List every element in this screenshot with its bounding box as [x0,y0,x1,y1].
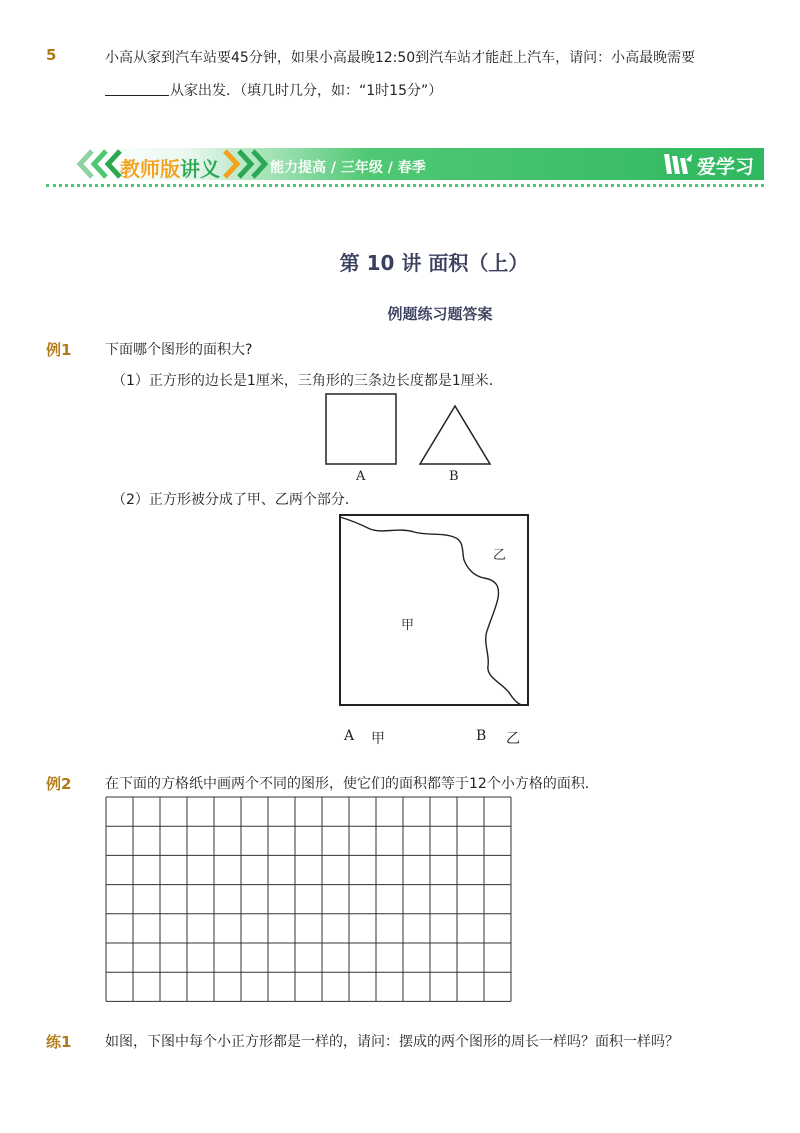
question-number: 5 [46,46,57,64]
practice1-question: 如图，下图中每个小正方形都是一样的，请问：摆成的两个图形的周长一样吗？面积一样吗？ [105,1034,679,1050]
question-text-line2: 从家出发．（填几时几分，如：“1时15分”） [170,83,443,99]
option-a-region: 甲 [371,731,385,747]
shape-b-label: B [449,469,459,484]
chevron-right-icon [222,148,268,180]
region-jia-label: 甲 [401,618,415,633]
region-yi-label: 乙 [493,548,507,563]
triangle-shape [420,406,490,464]
option-b-label: B [476,728,487,744]
example2-question: 在下面的方格纸中画两个不同的图形，使它们的面积都等于12个小方格的面积． [105,776,599,792]
banner-title-part2: 讲义 [180,157,220,181]
example1-label: 例1 [46,341,72,359]
example1-question: 下面哪个图形的面积大? [105,342,253,358]
example2-label: 例2 [46,775,72,793]
shape-a-label: A [356,469,366,484]
chevron-left-icon [72,148,122,180]
breadcrumb: 能力提高 / 三年级 / 春季 [270,160,426,176]
banner-title [120,153,220,182]
shapes-figure [320,390,500,470]
page-title: 第 10 讲 面积（上） [339,251,529,275]
answer-blank[interactable] [105,95,169,96]
option-a-label: A [344,728,355,744]
banner-title-part1: 教师版 [120,157,180,181]
header-divider [46,184,764,187]
example1-part1: （1）正方形的边长是1厘米，三角形的三条边长度都是1厘米． [112,373,503,389]
example1-part2: （2）正方形被分成了甲、乙两个部分． [112,492,359,508]
practice1-label: 练1 [46,1033,72,1051]
divided-square-figure [336,512,532,708]
square-shape [326,394,396,464]
grid-paper[interactable] [105,796,515,1004]
page-subtitle: 例题练习题答案 [387,305,493,323]
question-text-line1: 小高从家到汽车站要45分钟，如果小高最晚12:50到汽车站才能赶上汽车，请问：小高最晚需要 [105,50,696,66]
brand-logo-text: 爱学习 [697,156,755,178]
option-b-region: 乙 [506,731,520,747]
logo-icon [662,150,694,178]
